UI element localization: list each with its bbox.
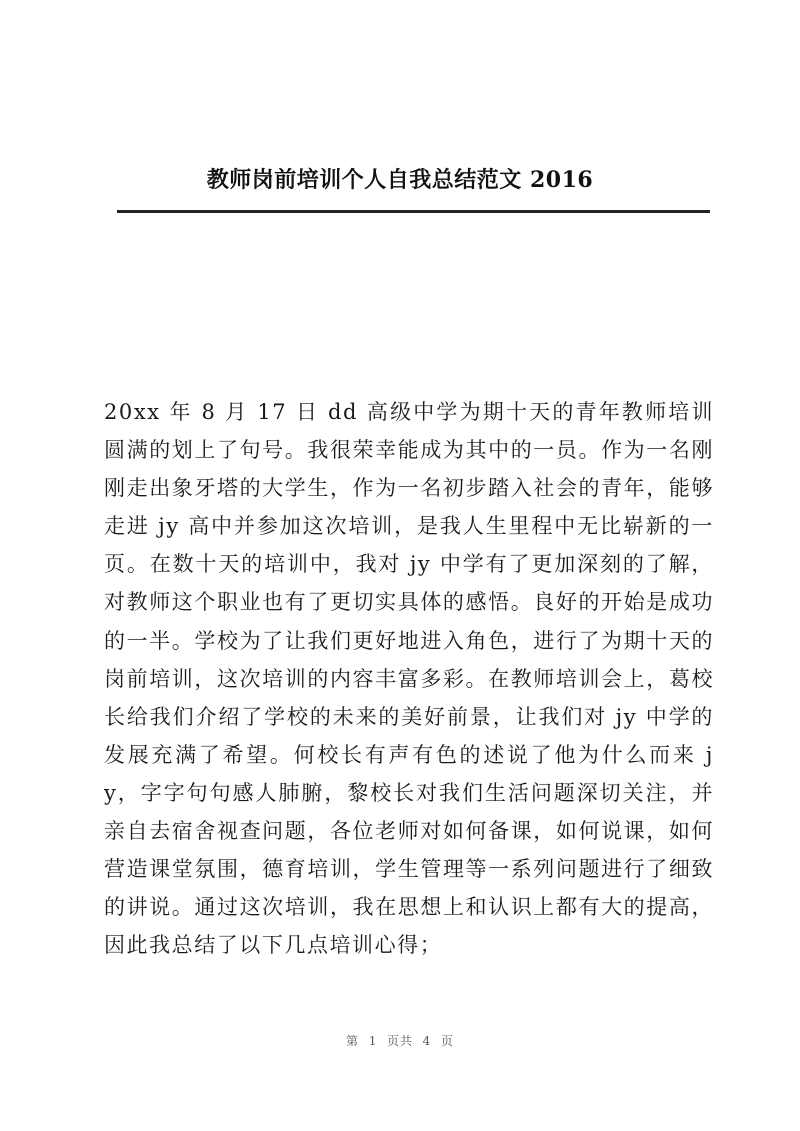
footer-suffix: 页 — [440, 1034, 454, 1048]
footer-total-pages: 4 — [422, 1034, 432, 1048]
page-footer — [0, 1031, 800, 1051]
body-paragraph: 20xx 年 8 月 17 日 dd 高级中学为期十天的青年教师培训圆满的划上了句号。我很荣幸能成为其中的一员。作为一名刚刚走出象牙塔的大学生，作为一名初步踏入社会的青年，能够走进 jy 高中并参加这次培训，是我人生里程中无比崭新的一页。在数十天的培训中，我对 jy 中学有了更加深刻的了解，对教师这个职业也有了更切实具体的感悟。良好的开始是成功的一半。学校为了让我们更好地进入角色，进行了为期十天的岗前培训，这次培训的内容丰富多彩。在教师培训会上，葛校长给我们介绍了学校的未来的美好前景，让我们对 jy 中学的发展充满了希望。何校长有声有色的述说了他为什么而来 jy，字字句句感人肺腑，黎校长对我们生活问题深切关注，并亲自去宿舍视查问题，各位老师对如何备课，如何说课，如何营造课堂氛围，德育培训，学生管理等一系列问题进行了细致的讲说。通过这次培训，我在思想上和认识上都有大的提高，因此我总结了以下几点培训心得； — [104, 400, 714, 958]
footer-prefix: 第 — [346, 1034, 360, 1048]
footer-current-page: 1 — [368, 1034, 378, 1048]
title-underline — [117, 210, 710, 213]
footer-middle: 页共 — [386, 1034, 413, 1048]
document-title: 教师岗前培训个人自我总结范文 2016 — [206, 167, 594, 193]
